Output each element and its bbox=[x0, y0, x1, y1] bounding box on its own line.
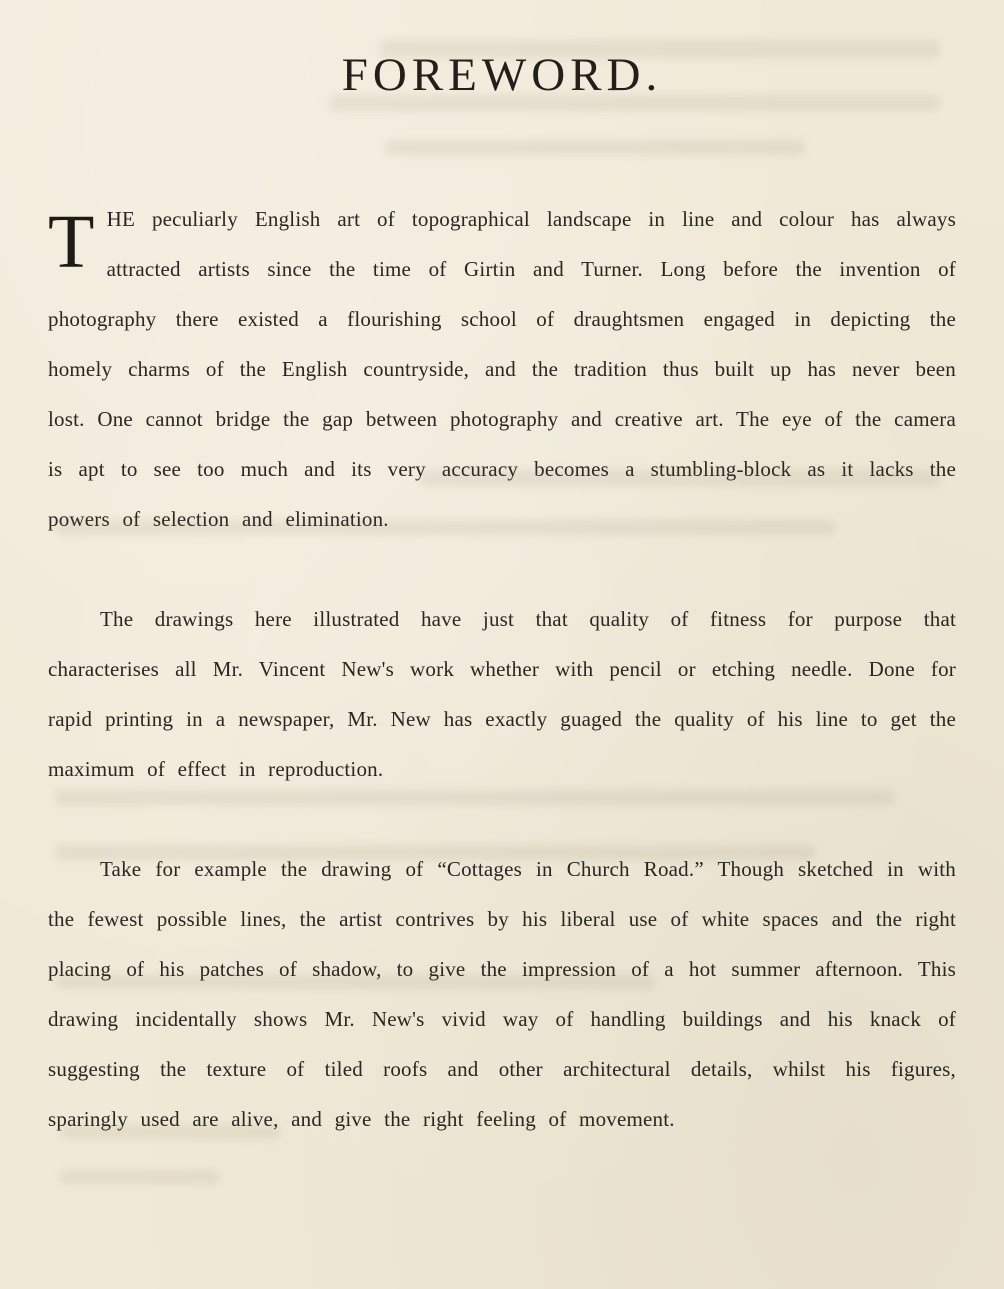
paragraph bbox=[48, 844, 956, 1144]
page-title: FOREWORD. bbox=[341, 49, 663, 101]
paragraph-text: The drawings here illustrated have just that quality of fitness for purpose that characterises all Mr. Vincent New's work whether with pencil or etching needle. Done for rapid printing in a newspaper, Mr. New has exactly guaged the quality of his line to get the maximum of effect in reproduction. bbox=[48, 607, 956, 781]
paragraph-text: Take for example the drawing of “Cottages in Church Road.” Though sketched in with the fewest possible lines, the artist contrives by his liberal use of white spaces and the right placing of his patches of shadow, to give the impression of a hot summer afternoon. This drawing incidentally shows Mr. New's vivid way of handling buildings and his knack of suggesting the texture of tiled roofs and other architectural details, whilst his figures, sparingly used are alive, and give the right feeling of movement. bbox=[48, 857, 956, 1131]
paragraph bbox=[48, 194, 956, 544]
foreword-body bbox=[48, 194, 956, 1144]
paragraph-text: HE peculiarly English art of topographical landscape in line and colour has always attracted artists since the time of Girtin and Turner. Long before the invention of photography there existed a flourishing school of draughtsmen engaged in depicting the homely charms of the English countryside, and the tradition thus built up has never been lost. One cannot bridge the gap between photography and creative art. The eye of the camera is apt to see too much and its very accuracy becomes a stumbling-block as it lacks the powers of selection and elimination. bbox=[48, 207, 956, 531]
bleedthrough-smudge bbox=[385, 140, 805, 155]
paragraph bbox=[48, 594, 956, 794]
dropcap-letter: T bbox=[48, 200, 95, 284]
bleedthrough-smudge bbox=[60, 1170, 220, 1184]
